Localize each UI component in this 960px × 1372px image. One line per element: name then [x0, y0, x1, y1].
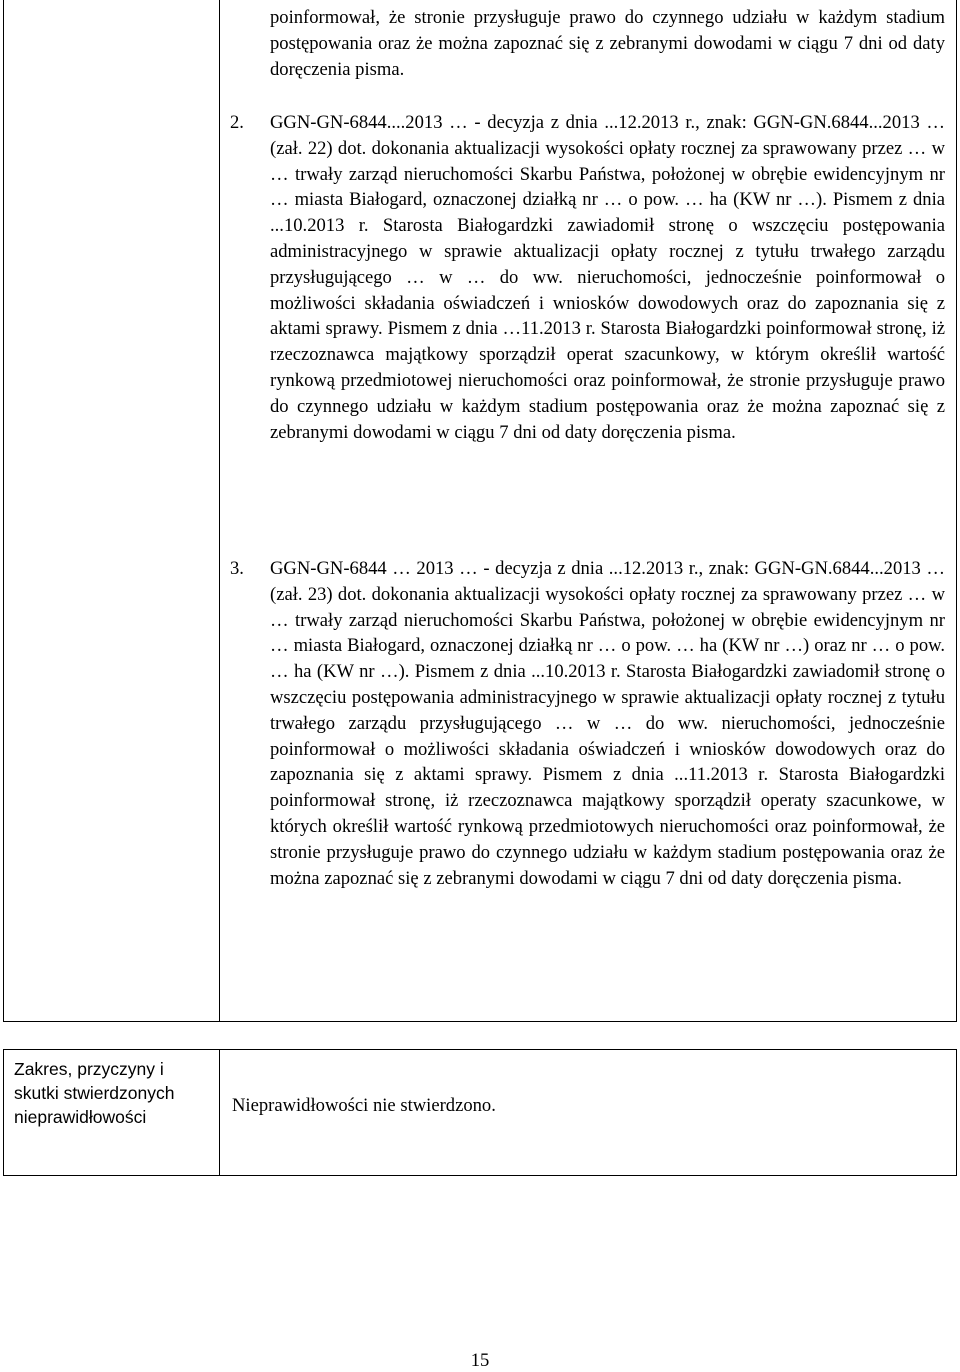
item-text: GGN-GN-6844 … 2013 … - decyzja z dnia ...12.2013 r., znak: GGN-GN.6844...2013 … (zał. 23) dot. dokonania aktualizacji wysokości opłaty rocznej za sprawowany przez … w … trwały zarząd nieruchomości Skarbu Państwa, położonej w obrębie ewidencyjnym nr … miasta Białogard, oznaczonej działką nr … o pow. … ha (KW nr …) oraz nr … o pow. … ha (KW nr …). Pismem z dnia ...10.2013 r. Starosta Białogardzki zawiadomił stronę o wszczęciu postępowania administracyjnego w sprawie aktualizacji opłaty rocznej z tytułu trwałego zarządu przysługującego … w … do ww. nieruchomości, jednocześnie poinformował o możliwości składania oświadczeń i wniosków dowodowych oraz do zapoznania się z aktami sprawy. Pismem z dnia ...11.2013 r. Starosta Białogardzki poinformował stronę, iż rzeczoznawca majątkowy sporządził operaty szacunkowe, w których określił wartość rynkową przedmiotowych nieruchomości oraz poinformował, że stronie przysługuje prawo do czynnego udziału w każdym stadium postępowania oraz że można zapoznać się z zebranymi dowodami w ciągu 7 dni od daty doręczenia pisma.: [270, 558, 945, 889]
list-item-3: [230, 556, 945, 891]
item-text: GGN-GN-6844....2013 … - decyzja z dnia ...12.2013 r., znak: GGN-GN.6844...2013 … (zał. 22) dot. dokonania aktualizacji wysokości opłaty rocznej za sprawowany przez … w … trwały zarząd nieruchomości Skarbu Państwa, położonej w obrębie ewidencyjnym nr … miasta Białogard, oznaczonej działką nr … o pow. … ha (KW nr …). Pismem z dnia ...10.2013 r. Starosta Białogardzki zawiadomił stronę o wszczęciu postępowania administracyjnego w sprawie aktualizacji opłaty rocznej z tytułu trwałego zarządu przysługującego … w … do ww. nieruchomości, jednocześnie poinformował o możliwości składania oświadczeń i wniosków dowodowych oraz do zapoznania się z aktami sprawy. Pismem z dnia …11.2013 r. Starosta Białogardzki poinformował stronę, iż rzeczoznawca majątkowy sporządził operat szacunkowy, w którym określił wartość rynkową przedmiotowej nieruchomości oraz poinformował, że stronie przysługuje prawo do czynnego udziału w każdym stadium postępowania oraz że można zapoznać się z zebranymi dowodami w ciągu 7 dni od daty doręczenia pisma.: [270, 112, 945, 443]
item-number: 3.: [230, 558, 244, 579]
column-divider: [219, 1050, 220, 1175]
summary-value: Nieprawidłowości nie stwierdzono.: [232, 1095, 496, 1116]
summary-label: Zakres, przyczyny i skutki stwierdzonych nieprawidłowości: [14, 1059, 175, 1128]
item-number: 2.: [230, 112, 244, 133]
page-number: 15: [470, 1350, 490, 1371]
list-item-2: [230, 110, 945, 445]
summary-table: [3, 1049, 957, 1176]
column-divider: [219, 0, 220, 1022]
item-continuation: [270, 5, 945, 82]
item-continuation-text: poinformował, że stronie przysługuje prawo do czynnego udziału w każdym stadium postępowania oraz że można zapoznać się z zebranymi dowodami w ciągu 7 dni od daty doręczenia pisma.: [270, 7, 945, 80]
